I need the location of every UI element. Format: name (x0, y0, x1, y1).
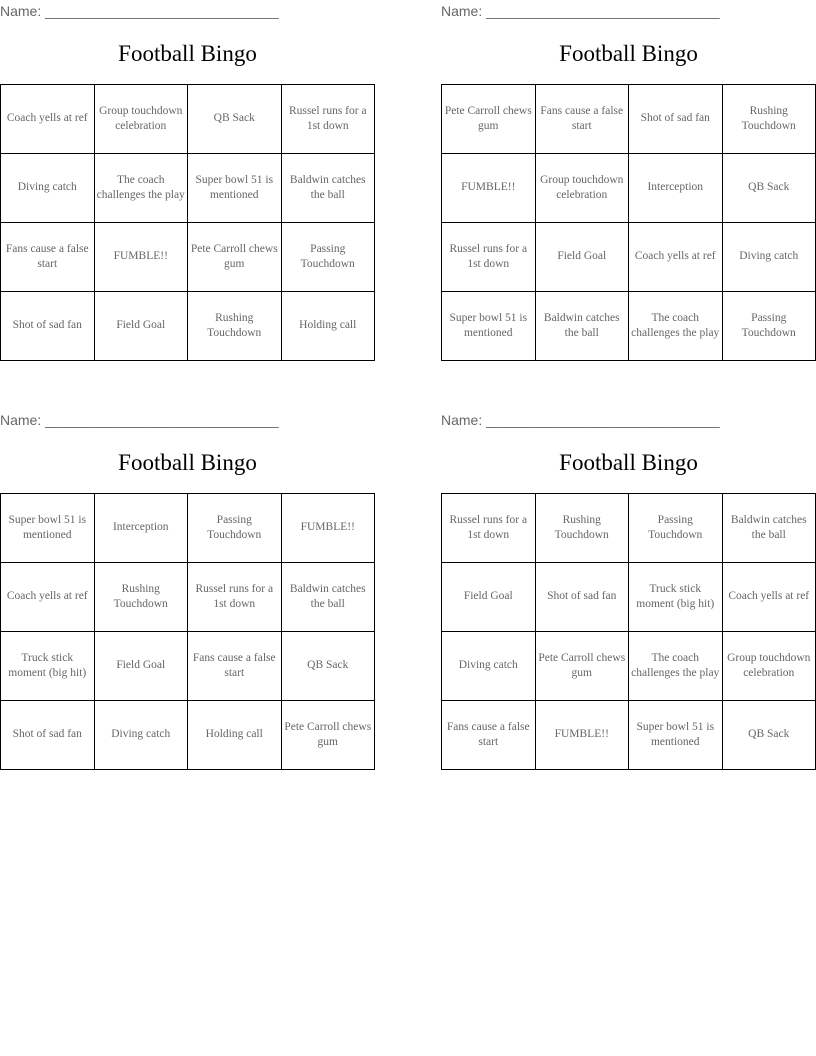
bingo-cell: Field Goal (535, 223, 629, 292)
bingo-cell: QB Sack (722, 154, 816, 223)
bingo-cell: Super bowl 51 is mentioned (442, 292, 536, 361)
bingo-cell: Shot of sad fan (629, 85, 723, 154)
bingo-cell: Field Goal (94, 292, 188, 361)
bingo-cell: Shot of sad fan (1, 701, 95, 770)
bingo-cell: Field Goal (94, 632, 188, 701)
bingo-cell: Fans cause a false start (1, 223, 95, 292)
bingo-cell: Truck stick moment (big hit) (629, 563, 723, 632)
bingo-cell: FUMBLE!! (94, 223, 188, 292)
bingo-cell: Diving catch (94, 701, 188, 770)
bingo-cell: Rushing Touchdown (94, 563, 188, 632)
bingo-cell: Pete Carroll chews gum (535, 632, 629, 701)
name-field: Name: ______________________________ (441, 412, 720, 428)
grid-row (442, 292, 816, 361)
bingo-cell: Pete Carroll chews gum (281, 701, 375, 770)
bingo-cell: Rushing Touchdown (535, 494, 629, 563)
grid-row (442, 563, 816, 632)
grid-row (442, 632, 816, 701)
bingo-cell: Passing Touchdown (281, 223, 375, 292)
bingo-cell: Pete Carroll chews gum (442, 85, 536, 154)
grid-row (1, 292, 375, 361)
bingo-cell: Diving catch (722, 223, 816, 292)
bingo-cell: Passing Touchdown (188, 494, 282, 563)
grid-row (442, 223, 816, 292)
bingo-cell: Truck stick moment (big hit) (1, 632, 95, 701)
bingo-cell: Baldwin catches the ball (535, 292, 629, 361)
bingo-cell: Russel runs for a 1st down (188, 563, 282, 632)
bingo-cell: Interception (629, 154, 723, 223)
bingo-cell: Russel runs for a 1st down (281, 85, 375, 154)
bingo-cell: Fans cause a false start (188, 632, 282, 701)
grid-row (442, 494, 816, 563)
grid-row (442, 701, 816, 770)
bingo-cell: The coach challenges the play (629, 292, 723, 361)
bingo-cell: Russel runs for a 1st down (442, 223, 536, 292)
bingo-cell: Diving catch (1, 154, 95, 223)
bingo-grid (441, 84, 816, 361)
bingo-cell: Coach yells at ref (1, 85, 95, 154)
bingo-cell: Group touchdown celebration (722, 632, 816, 701)
bingo-cell: Holding call (188, 701, 282, 770)
bingo-cell: Coach yells at ref (1, 563, 95, 632)
bingo-cell: QB Sack (281, 632, 375, 701)
bingo-cell: FUMBLE!! (535, 701, 629, 770)
bingo-cell: FUMBLE!! (281, 494, 375, 563)
bingo-cell: Russel runs for a 1st down (442, 494, 536, 563)
grid-row (1, 563, 375, 632)
bingo-cell: Holding call (281, 292, 375, 361)
bingo-cell: Shot of sad fan (535, 563, 629, 632)
bingo-cell: Baldwin catches the ball (281, 154, 375, 223)
bingo-grid (0, 84, 375, 361)
name-field: Name: ______________________________ (441, 3, 720, 19)
bingo-grid (0, 493, 375, 770)
bingo-cell: Passing Touchdown (722, 292, 816, 361)
bingo-cell: Super bowl 51 is mentioned (1, 494, 95, 563)
card-title: Football Bingo (118, 41, 257, 66)
grid-row (1, 494, 375, 563)
bingo-cell: Group touchdown celebration (94, 85, 188, 154)
bingo-cell: QB Sack (188, 85, 282, 154)
bingo-cell: FUMBLE!! (442, 154, 536, 223)
bingo-cell: Super bowl 51 is mentioned (188, 154, 282, 223)
name-field: Name: ______________________________ (0, 3, 279, 19)
card-title: Football Bingo (118, 450, 257, 475)
bingo-cell: Fans cause a false start (442, 701, 536, 770)
bingo-cell: Interception (94, 494, 188, 563)
card-title: Football Bingo (559, 450, 698, 475)
bingo-cell: Fans cause a false start (535, 85, 629, 154)
card-title: Football Bingo (559, 41, 698, 66)
bingo-cell: Super bowl 51 is mentioned (629, 701, 723, 770)
bingo-cell: Pete Carroll chews gum (188, 223, 282, 292)
grid-row (442, 85, 816, 154)
grid-row (1, 632, 375, 701)
bingo-cell: Passing Touchdown (629, 494, 723, 563)
bingo-cell: Group touchdown celebration (535, 154, 629, 223)
bingo-grid (441, 493, 816, 770)
bingo-cell: The coach challenges the play (94, 154, 188, 223)
bingo-cell: Diving catch (442, 632, 536, 701)
bingo-cell: Shot of sad fan (1, 292, 95, 361)
bingo-cell: Coach yells at ref (722, 563, 816, 632)
grid-row (1, 85, 375, 154)
grid-row (442, 154, 816, 223)
grid-row (1, 154, 375, 223)
bingo-cell: Rushing Touchdown (188, 292, 282, 361)
grid-row (1, 701, 375, 770)
bingo-cell: Field Goal (442, 563, 536, 632)
bingo-cell: Rushing Touchdown (722, 85, 816, 154)
bingo-cell: Baldwin catches the ball (722, 494, 816, 563)
name-field: Name: ______________________________ (0, 412, 279, 428)
bingo-cell: Baldwin catches the ball (281, 563, 375, 632)
bingo-cell: The coach challenges the play (629, 632, 723, 701)
bingo-cell: Coach yells at ref (629, 223, 723, 292)
bingo-cell: QB Sack (722, 701, 816, 770)
grid-row (1, 223, 375, 292)
